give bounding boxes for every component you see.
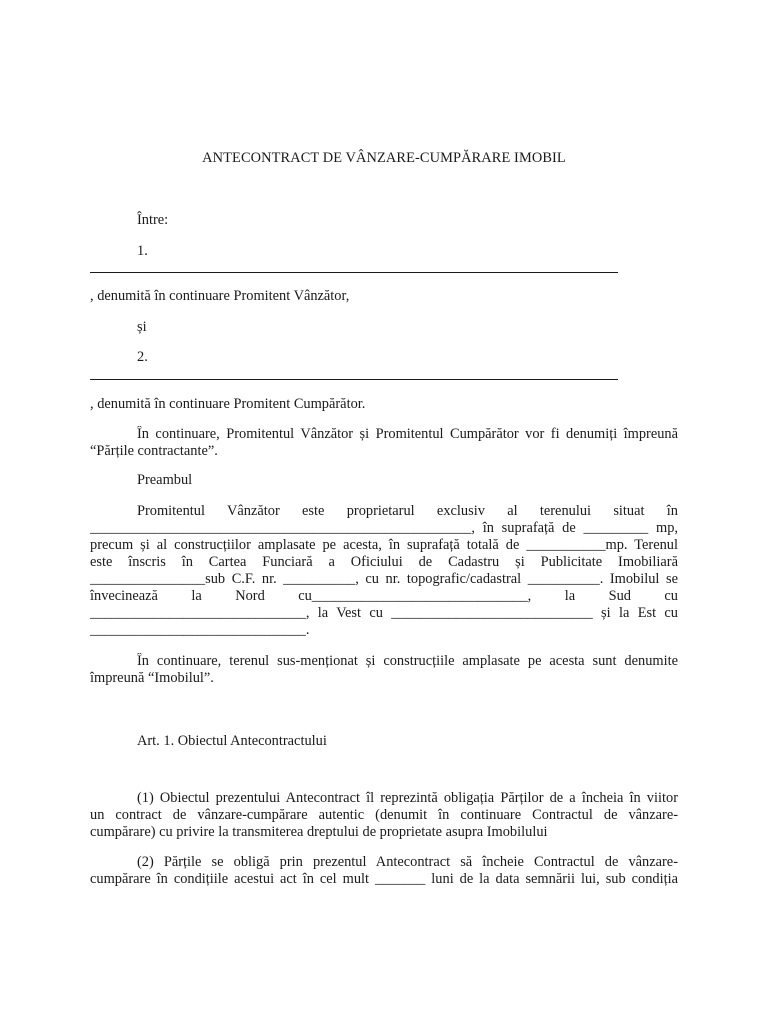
intre-label: Între:	[137, 212, 169, 228]
paragraph-line: ______________________________.	[90, 622, 310, 638]
party2-number: 2.	[137, 349, 148, 365]
paragraph-line: (1) Obiectul prezentului Antecontract îl reprezintă obligația Părților de a încheia în viitor	[137, 790, 678, 806]
si-conjunction: și	[137, 319, 147, 335]
document-title: ANTECONTRACT DE VÂNZARE-CUMPĂRARE IMOBIL	[202, 150, 566, 166]
imobil-definition-paragraph	[90, 653, 678, 687]
article1-heading: Art. 1. Obiectul Antecontractului	[137, 733, 327, 749]
paragraph-line: Promitentul Vânzător este proprietarul exclusiv al terenului situat în	[137, 503, 678, 519]
party1-number: 1.	[137, 243, 148, 259]
paragraph-line: (2) Părțile se obligă prin prezentul Antecontract să încheie Contractul de vânzare-	[137, 854, 678, 870]
party2-blank-line	[90, 379, 618, 380]
party1-role: , denumită în continuare Promitent Vânzător,	[90, 288, 350, 304]
paragraph-line: ________________sub C.F. nr. __________, cu nr. topografic/cadastral __________. Imobilul se	[90, 571, 678, 587]
paragraph-line: cumpărare în condițiile acestui act în cel mult _______ luni de la data semnării lui, sub condiția	[90, 871, 678, 887]
article1-paragraph-1	[90, 790, 678, 841]
paragraph-line: ______________________________, la Vest cu ____________________________ și la Est cu	[90, 605, 678, 621]
paragraph-line: cumpărare) cu privire la transmiterea dreptului de proprietate asupra Imobilului	[90, 824, 548, 840]
paragraph-line: În continuare, Promitentul Vânzător și Promitentul Cumpărător vor fi denumiți împreună	[137, 426, 678, 442]
party1-blank-line	[90, 272, 618, 273]
parties-definition-paragraph	[90, 426, 678, 460]
paragraph-line: _____________________________________________________, în suprafață de _________ mp,	[90, 520, 678, 536]
preambul-paragraph	[90, 503, 678, 639]
paragraph-line: este înscris în Cartea Funciară a Oficiului de Cadastru și Publicitate Imobiliară	[90, 554, 678, 570]
paragraph-line: precum și al construcțiilor amplasate pe acesta, în suprafață totală de ___________mp. Terenul	[90, 537, 678, 553]
article1-paragraph-2	[90, 854, 678, 888]
paragraph-line: împreună “Imobilul”.	[90, 670, 214, 686]
paragraph-line: În continuare, terenul sus-menționat și construcțiile amplasate pe acesta sunt denumite	[137, 653, 678, 669]
party2-role: , denumită în continuare Promitent Cumpărător.	[90, 396, 366, 412]
paragraph-line: învecinează la Nord cu______________________________, la Sud cu	[90, 588, 678, 604]
paragraph-line: “Părțile contractante”.	[90, 443, 218, 459]
paragraph-line: un contract de vânzare-cumpărare autentic (denumit în continuare Contractul de vânzare-	[90, 807, 678, 823]
preambul-heading: Preambul	[137, 472, 193, 488]
